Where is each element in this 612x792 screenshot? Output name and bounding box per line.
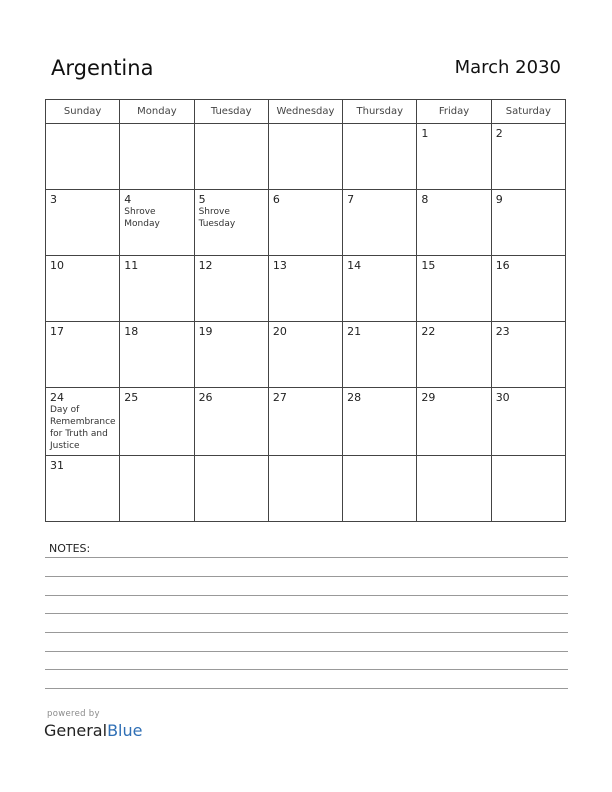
day-cell bbox=[46, 256, 120, 322]
day-cell bbox=[268, 456, 342, 522]
notes-line bbox=[45, 669, 568, 670]
day-cell bbox=[343, 190, 417, 256]
day-cell bbox=[343, 124, 417, 190]
day-number: 27 bbox=[272, 391, 287, 404]
day-number: 15 bbox=[421, 259, 436, 272]
day-cell bbox=[120, 190, 194, 256]
day-cell bbox=[343, 388, 417, 456]
day-cell bbox=[46, 388, 120, 456]
country-title: Argentina bbox=[51, 56, 154, 80]
week-row bbox=[46, 256, 566, 322]
day-number: 16 bbox=[495, 259, 510, 272]
day-number: 25 bbox=[124, 391, 139, 404]
day-number: 29 bbox=[421, 391, 436, 404]
day-cell bbox=[417, 388, 491, 456]
day-cell bbox=[120, 456, 194, 522]
weekday-saturday: Saturday bbox=[491, 100, 565, 124]
day-number: 2 bbox=[495, 127, 503, 140]
day-cell bbox=[268, 124, 342, 190]
day-cell bbox=[343, 256, 417, 322]
day-number: 3 bbox=[50, 193, 57, 206]
notes-line bbox=[45, 651, 568, 652]
brand-general: General bbox=[44, 721, 108, 740]
day-number: 9 bbox=[495, 193, 503, 206]
day-number: 7 bbox=[347, 193, 355, 206]
holiday-label: Day of Remembrance for Truth and Justice bbox=[50, 405, 116, 451]
holiday-label: Shrove Monday bbox=[124, 207, 160, 229]
brand-logo bbox=[44, 721, 142, 740]
notes-line bbox=[45, 688, 568, 689]
day-number: 20 bbox=[272, 325, 287, 338]
day-number: 30 bbox=[495, 391, 510, 404]
notes-line bbox=[45, 576, 568, 577]
day-number: 23 bbox=[495, 325, 510, 338]
notes-line bbox=[45, 595, 568, 596]
day-number: 14 bbox=[347, 259, 362, 272]
day-number: 4 bbox=[124, 193, 132, 206]
weekday-thursday: Thursday bbox=[343, 100, 417, 124]
day-cell bbox=[120, 256, 194, 322]
notes-label: NOTES: bbox=[49, 542, 91, 555]
notes-line bbox=[45, 613, 568, 614]
day-number: 18 bbox=[124, 325, 139, 338]
day-cell bbox=[491, 190, 565, 256]
day-cell bbox=[417, 256, 491, 322]
week-row bbox=[46, 388, 566, 456]
week-row bbox=[46, 322, 566, 388]
day-cell bbox=[194, 124, 268, 190]
day-number: 13 bbox=[272, 259, 287, 272]
day-cell bbox=[268, 256, 342, 322]
day-number: 17 bbox=[50, 325, 64, 338]
day-cell bbox=[268, 322, 342, 388]
notes-line bbox=[45, 557, 568, 558]
day-number: 6 bbox=[272, 193, 280, 206]
day-cell bbox=[194, 456, 268, 522]
week-row bbox=[46, 456, 566, 522]
day-cell bbox=[268, 190, 342, 256]
day-cell bbox=[491, 456, 565, 522]
day-number: 26 bbox=[198, 391, 213, 404]
day-cell bbox=[343, 322, 417, 388]
calendar-grid bbox=[45, 99, 566, 522]
day-cell bbox=[417, 190, 491, 256]
day-cell bbox=[417, 456, 491, 522]
day-cell bbox=[46, 322, 120, 388]
month-title: March 2030 bbox=[454, 57, 561, 78]
day-cell bbox=[417, 124, 491, 190]
day-number: 12 bbox=[198, 259, 213, 272]
day-cell bbox=[491, 322, 565, 388]
day-cell bbox=[46, 124, 120, 190]
day-cell bbox=[194, 256, 268, 322]
holiday-label: Shrove Tuesday bbox=[198, 207, 236, 229]
day-number: 1 bbox=[421, 127, 429, 140]
day-number: 8 bbox=[421, 193, 429, 206]
day-cell bbox=[120, 322, 194, 388]
day-number: 19 bbox=[198, 325, 213, 338]
powered-by-text: powered by bbox=[47, 709, 100, 719]
day-cell bbox=[194, 190, 268, 256]
weekday-tuesday: Tuesday bbox=[194, 100, 268, 124]
day-cell bbox=[491, 388, 565, 456]
weekday-friday: Friday bbox=[417, 100, 491, 124]
day-number: 10 bbox=[50, 259, 64, 272]
day-cell bbox=[194, 322, 268, 388]
day-cell bbox=[491, 256, 565, 322]
day-cell bbox=[194, 388, 268, 456]
day-cell bbox=[120, 124, 194, 190]
day-cell bbox=[46, 456, 120, 522]
day-cell bbox=[417, 322, 491, 388]
brand-blue: Blue bbox=[107, 721, 143, 740]
day-number: 31 bbox=[50, 459, 64, 472]
day-number: 5 bbox=[198, 193, 206, 206]
week-row bbox=[46, 124, 566, 190]
day-cell bbox=[343, 456, 417, 522]
day-number: 24 bbox=[50, 391, 64, 404]
day-number: 11 bbox=[124, 259, 139, 272]
weekday-sunday: Sunday bbox=[46, 100, 120, 124]
week-row bbox=[46, 190, 566, 256]
day-number: 22 bbox=[421, 325, 436, 338]
day-cell bbox=[268, 388, 342, 456]
weekday-wednesday: Wednesday bbox=[268, 100, 342, 124]
day-cell bbox=[120, 388, 194, 456]
day-cell bbox=[491, 124, 565, 190]
weekday-header-row bbox=[46, 100, 566, 124]
weekday-monday: Monday bbox=[120, 100, 194, 124]
day-number: 28 bbox=[347, 391, 362, 404]
day-number: 21 bbox=[347, 325, 362, 338]
notes-line bbox=[45, 632, 568, 633]
day-cell bbox=[46, 190, 120, 256]
